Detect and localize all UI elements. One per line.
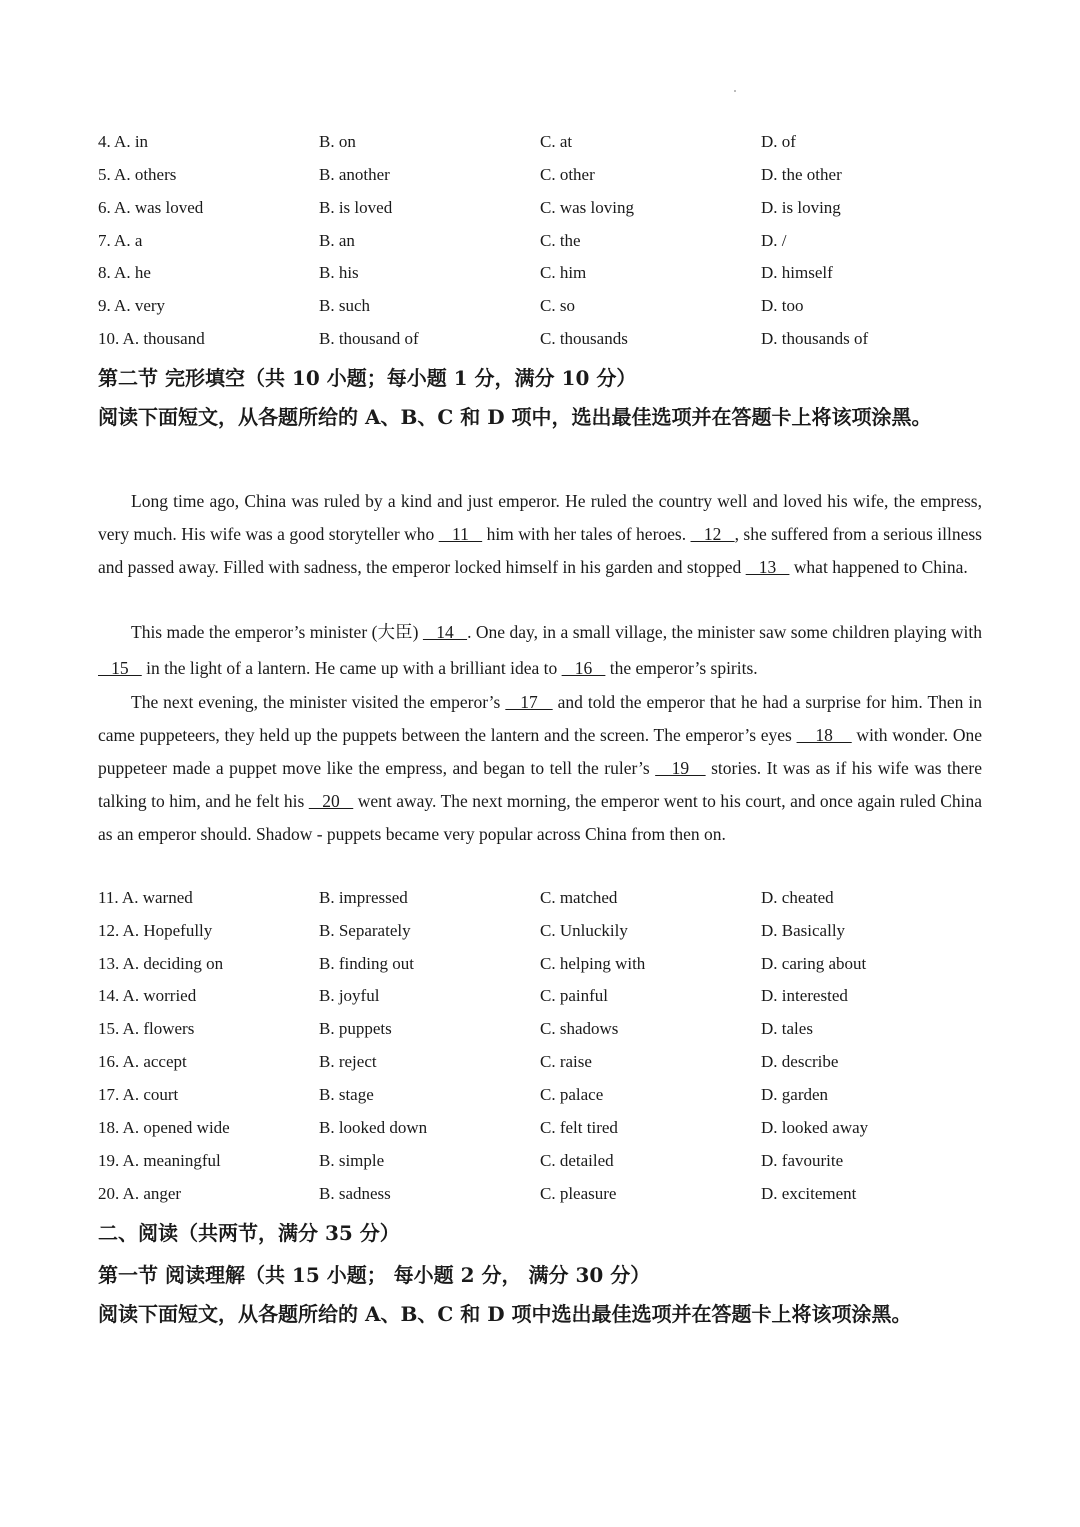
option-d: D. cheated	[761, 888, 834, 907]
option-b: B. such	[319, 296, 370, 315]
option-c: C. palace	[540, 1085, 604, 1104]
scan-speck	[734, 90, 736, 92]
option-b: B. reject	[319, 1052, 377, 1071]
option-a: 19. A. meaningful	[98, 1151, 221, 1170]
option-row	[98, 324, 988, 354]
blank-17: 17	[505, 692, 553, 712]
blank-11: 11	[438, 524, 483, 545]
option-b: B. thousand of	[319, 329, 419, 348]
option-c: C. detailed	[540, 1151, 614, 1170]
option-a: 9. A. very	[98, 296, 166, 315]
option-row	[98, 160, 988, 190]
option-d: D. excitement	[761, 1184, 857, 1203]
option-c: C. thousands	[540, 329, 628, 348]
option-a: 10. A. thousand	[98, 329, 205, 348]
option-row	[98, 981, 988, 1011]
option-b: B. looked down	[319, 1118, 428, 1137]
section-instruction: 阅读下面短文，从各题所给的 A、B、C 和 D 项中选出最佳选项并在答题卡上将该项涂黑。	[98, 1302, 912, 1326]
option-row	[98, 883, 988, 913]
option-d: D. favourite	[761, 1151, 844, 1170]
option-d: D. describe	[761, 1052, 839, 1071]
option-d: D. thousands of	[761, 329, 869, 348]
option-c: C. the	[540, 231, 581, 250]
option-c: C. was loving	[540, 198, 634, 217]
passage-paragraph: Long time ago, China was ruled by a kind and just emperor. He ruled the country well and loved his wife, the empress, very much. His wife was a good storyteller who 11 him with her tales of heroes. 12 , she suffered from a serious illness and passed away. Filled with sadness, the emperor locked himself in his garden and stopped 13 what happened to China.	[98, 491, 982, 578]
passage-paragraph: This made the emperor’s minister (大臣) 14 . One day, in a small village, the minister saw some children playing with 15 in the light of a lantern. He came up with a brilliant idea to 16 the emperor’s spirits.	[98, 622, 983, 678]
option-a: 20. A. anger	[98, 1184, 182, 1203]
passage-block-1	[98, 485, 982, 585]
option-a: 17. A. court	[98, 1085, 179, 1104]
option-row	[98, 1113, 988, 1143]
option-row	[98, 1014, 988, 1044]
option-b: B. another	[319, 165, 390, 184]
option-b: B. is loved	[319, 198, 393, 217]
option-a: 11. A. warned	[98, 888, 193, 907]
option-c: C. matched	[540, 888, 618, 907]
option-a: 5. A. others	[98, 165, 177, 184]
option-d: D. Basically	[761, 921, 846, 940]
blank-13: 13	[745, 557, 790, 578]
option-b: B. simple	[319, 1151, 385, 1170]
option-a: 8. A. he	[98, 263, 151, 282]
option-a: 18. A. opened wide	[98, 1118, 230, 1137]
blank-12: 12	[690, 524, 735, 545]
section-heading: 第二节 完形填空（共 10 小题；每小题 1 分，满分 10 分）	[98, 366, 637, 390]
option-b: B. puppets	[319, 1019, 392, 1038]
blank-16: 16	[561, 658, 606, 678]
blank-14: 14	[422, 622, 468, 642]
section-instruction: 阅读下面短文，从各题所给的 A、B、C 和 D 项中，选出最佳选项并在答题卡上将该项涂黑。	[98, 405, 932, 429]
passage-paragraph: The next evening, the minister visited the emperor’s 17 and told the emperor that he had a surprise for him. Then in came puppeteers, they held up the puppets between the lantern and the screen. The emperor’s eyes 18 with wonder. One puppeteer made a puppet move like the empress, and began to tell the ruler’s 19 stories. It was as if his wife was there talking to him, and he felt his 20 went away. The next morning, the emperor went to his court, and once again ruled China as an emperor should. Shadow - puppets became very popular across China from then on.	[98, 692, 983, 845]
passage-block-3	[98, 686, 982, 851]
option-a: 13. A. deciding on	[98, 954, 224, 973]
blank-20: 20	[308, 791, 354, 812]
option-c: C. shadows	[540, 1019, 619, 1038]
option-a: 4. A. in	[98, 132, 149, 151]
option-c: C. painful	[540, 986, 608, 1005]
option-a: 14. A. worried	[98, 986, 197, 1005]
option-d: D. tales	[761, 1019, 813, 1038]
option-c: C. raise	[540, 1052, 592, 1071]
option-d: D. himself	[761, 263, 833, 282]
option-b: B. on	[319, 132, 356, 151]
option-c: C. him	[540, 263, 587, 282]
option-b: B. his	[319, 263, 359, 282]
option-d: D. too	[761, 296, 804, 315]
option-b: B. joyful	[319, 986, 380, 1005]
option-b: B. finding out	[319, 954, 414, 973]
option-row	[98, 258, 988, 288]
option-row	[98, 949, 988, 979]
option-a: 15. A. flowers	[98, 1019, 195, 1038]
option-row	[98, 1146, 988, 1176]
option-c: C. at	[540, 132, 573, 151]
option-c: C. Unluckily	[540, 921, 628, 940]
option-b: B. sadness	[319, 1184, 391, 1203]
section-heading: 第一节 阅读理解（共 15 小题； 每小题 2 分， 满分 30 分）	[98, 1263, 651, 1287]
option-a: 12. A. Hopefully	[98, 921, 213, 940]
option-b: B. impressed	[319, 888, 408, 907]
option-a: 7. A. a	[98, 231, 143, 250]
option-row	[98, 1047, 988, 1077]
option-c: C. felt tired	[540, 1118, 618, 1137]
option-row	[98, 1080, 988, 1110]
option-d: D. interested	[761, 986, 848, 1005]
blank-19: 19	[655, 758, 706, 779]
option-d: D. of	[761, 132, 796, 151]
option-b: B. an	[319, 231, 355, 250]
option-a: 16. A. accept	[98, 1052, 187, 1071]
option-a: 6. A. was loved	[98, 198, 204, 217]
option-d: D. looked away	[761, 1118, 869, 1137]
option-b: B. stage	[319, 1085, 374, 1104]
option-d: D. /	[761, 231, 787, 250]
blank-15: 15	[98, 658, 142, 678]
option-d: D. the other	[761, 165, 842, 184]
option-row	[98, 193, 988, 223]
option-c: C. helping with	[540, 954, 646, 973]
blank-18: 18	[796, 725, 852, 746]
option-c: C. pleasure	[540, 1184, 617, 1203]
option-row	[98, 127, 988, 157]
part-heading: 二、阅读（共两节，满分 35 分）	[98, 1221, 400, 1245]
option-row	[98, 291, 988, 321]
passage-block-2	[98, 614, 982, 686]
option-row	[98, 1179, 988, 1209]
option-d: D. is loving	[761, 198, 841, 217]
option-c: C. other	[540, 165, 595, 184]
option-row	[98, 226, 988, 256]
option-c: C. so	[540, 296, 575, 315]
option-d: D. garden	[761, 1085, 829, 1104]
option-b: B. Separately	[319, 921, 411, 940]
option-d: D. caring about	[761, 954, 867, 973]
option-row	[98, 916, 988, 946]
